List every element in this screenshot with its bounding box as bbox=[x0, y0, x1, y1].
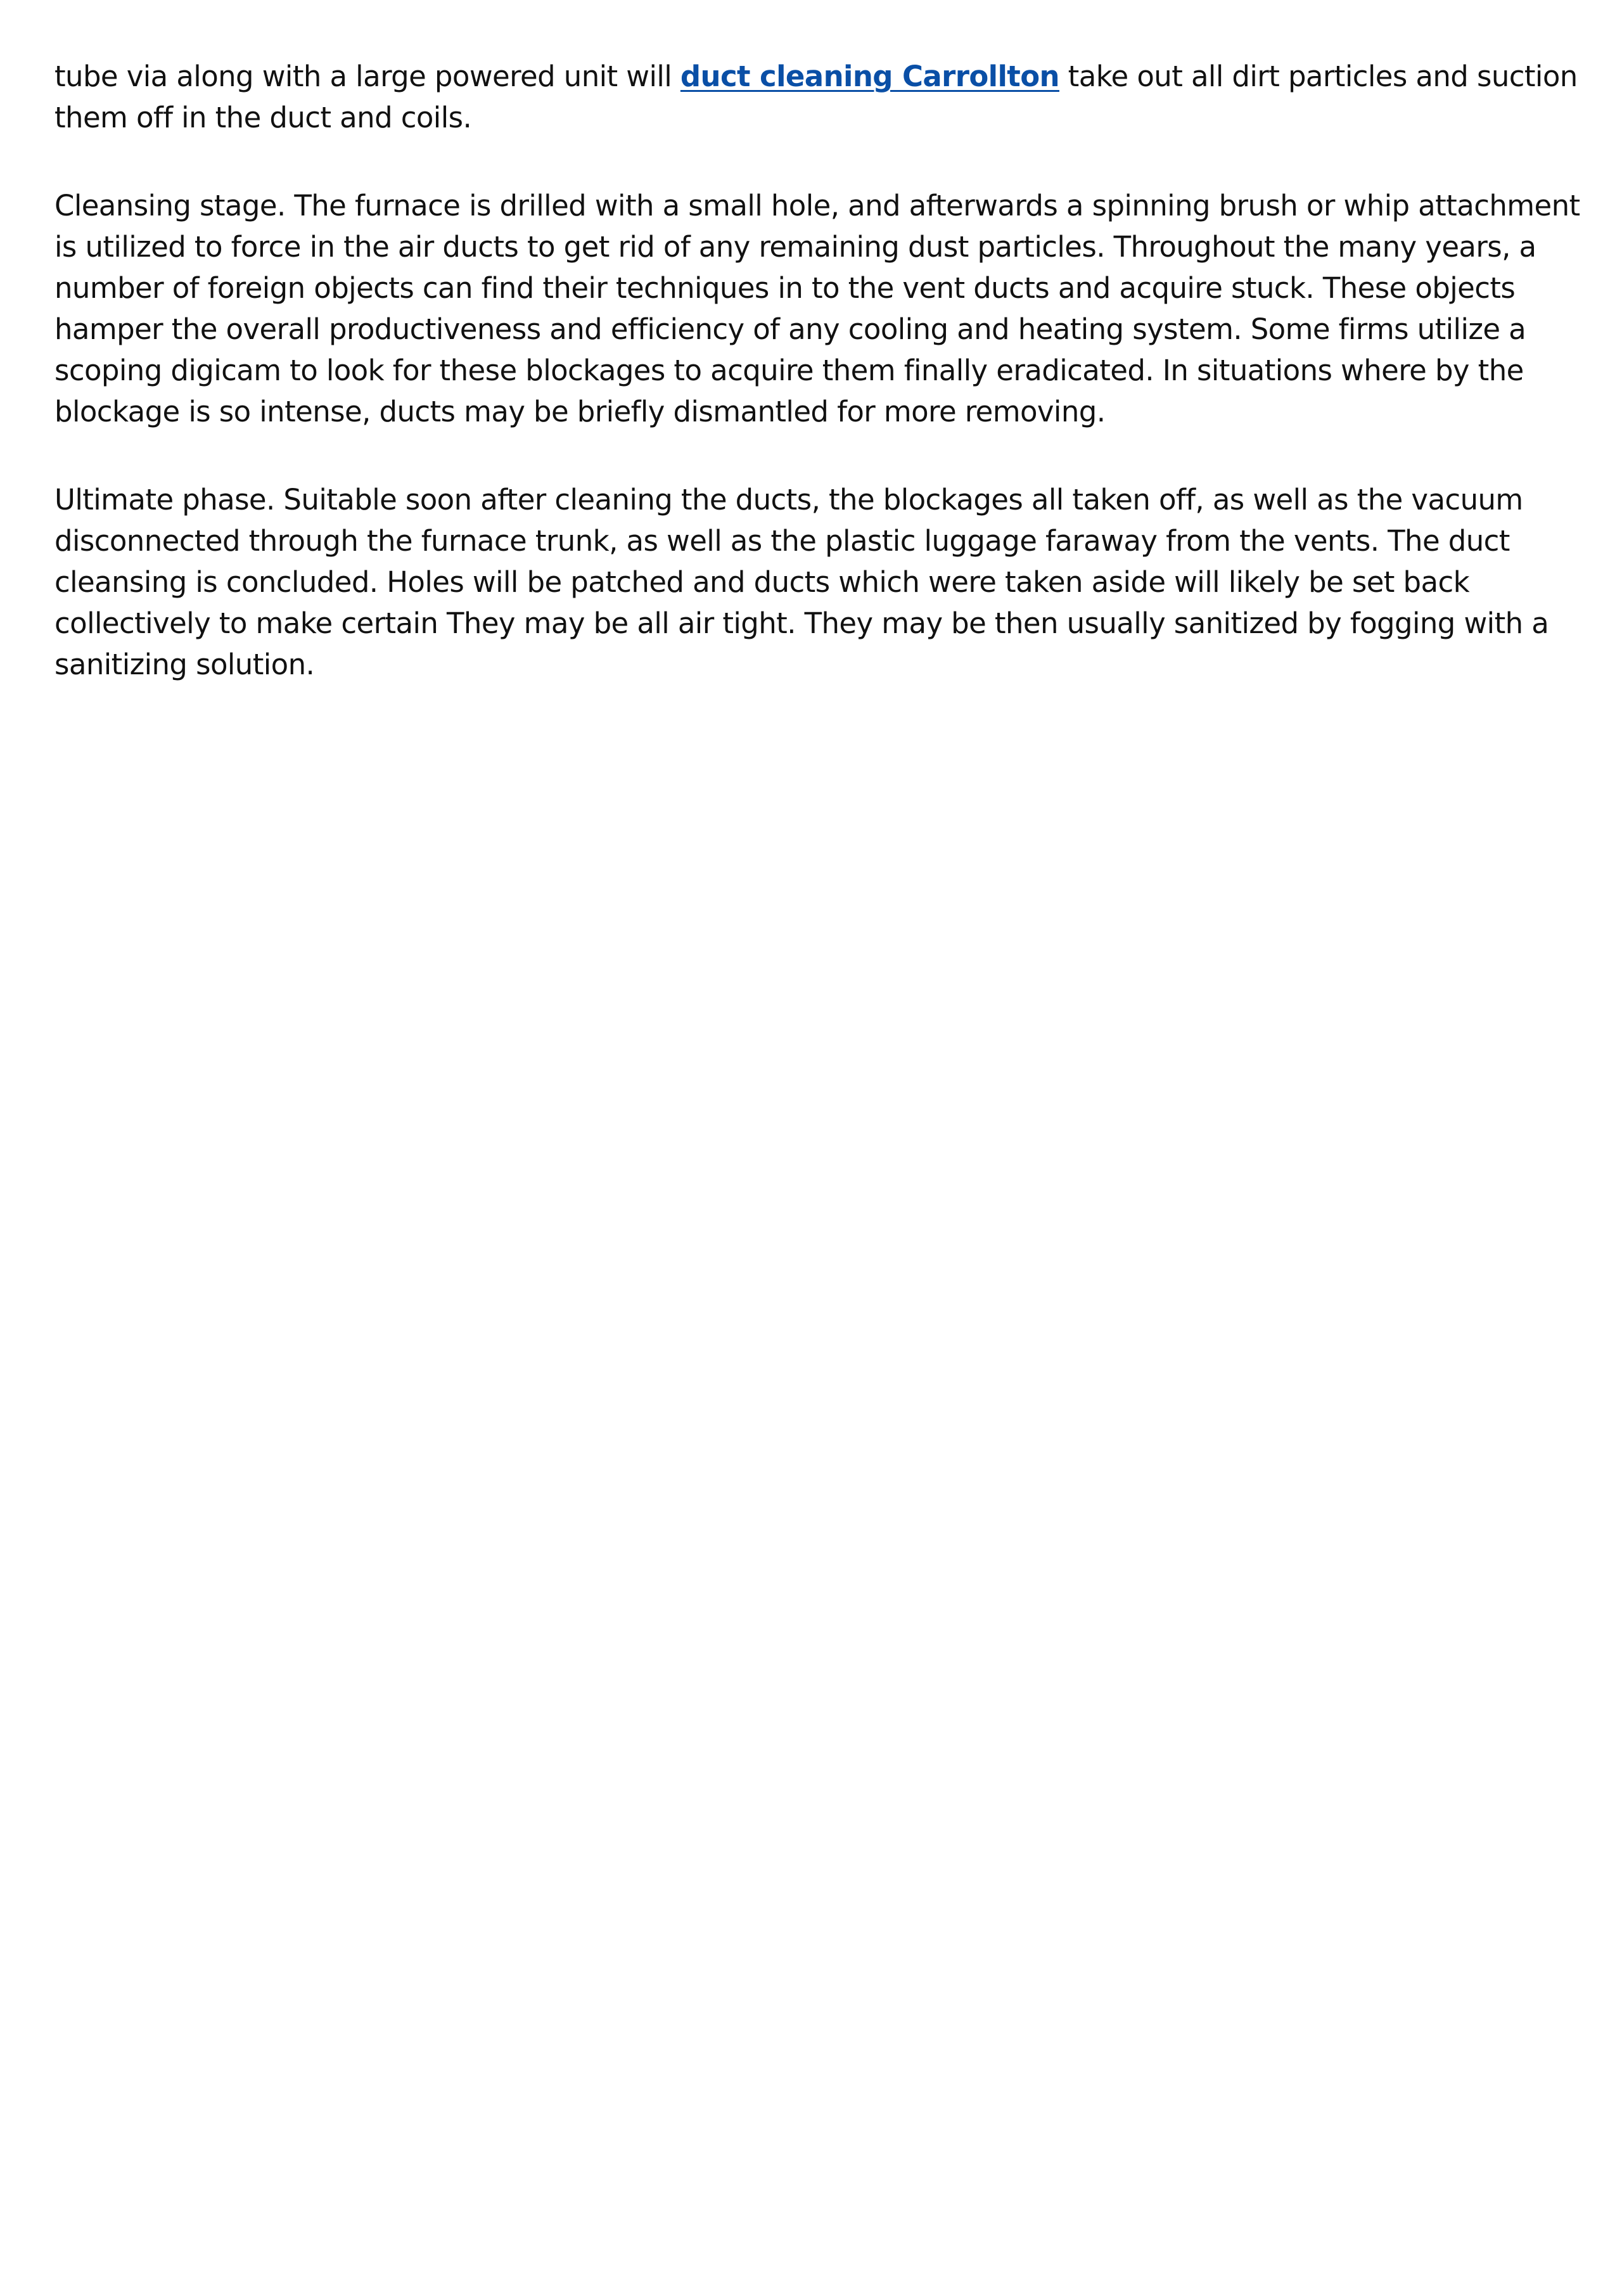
paragraph-cleansing-stage: Cleansing stage. The furnace is drilled with a small hole, and afterwards a spinning brush or whip attachment is utilized to force in the air ducts to get rid of any remaining dust particles. Throughout the many years, a number of foreign objects can find their techniques in to the vent ducts and acquire stuck. These objects hamper the overall productiveness and efficiency of any cooling and heating system. Some firms utilize a scoping digicam to look for these blockages to acquire them finally eradicated. In situations where by the blockage is so intense, ducts may be briefly dismantled for more removing. bbox=[54, 189, 1580, 428]
paragraph-duct-suction bbox=[54, 56, 1581, 138]
duct-cleaning-carrollton-link[interactable]: duct cleaning Carrollton bbox=[680, 60, 1059, 93]
paragraph-text-before-link: tube via along with a large powered unit will bbox=[54, 60, 680, 93]
paragraph-ultimate-phase: Ultimate phase. Suitable soon after cleaning the ducts, the blockages all taken off, as well as the vacuum disconnected through the furnace trunk, as well as the plastic luggage faraway from the vents. The duct cleansing is concluded. Holes will be patched and ducts which were taken aside will likely be set back collectively to make certain They may be all air tight. They may be then usually sanitized by fogging with a sanitizing solution. bbox=[54, 483, 1549, 681]
document-body bbox=[54, 56, 1581, 732]
paragraph-text-after-link: take out all dirt particles and suction them off in the duct and coils. bbox=[54, 60, 1578, 134]
